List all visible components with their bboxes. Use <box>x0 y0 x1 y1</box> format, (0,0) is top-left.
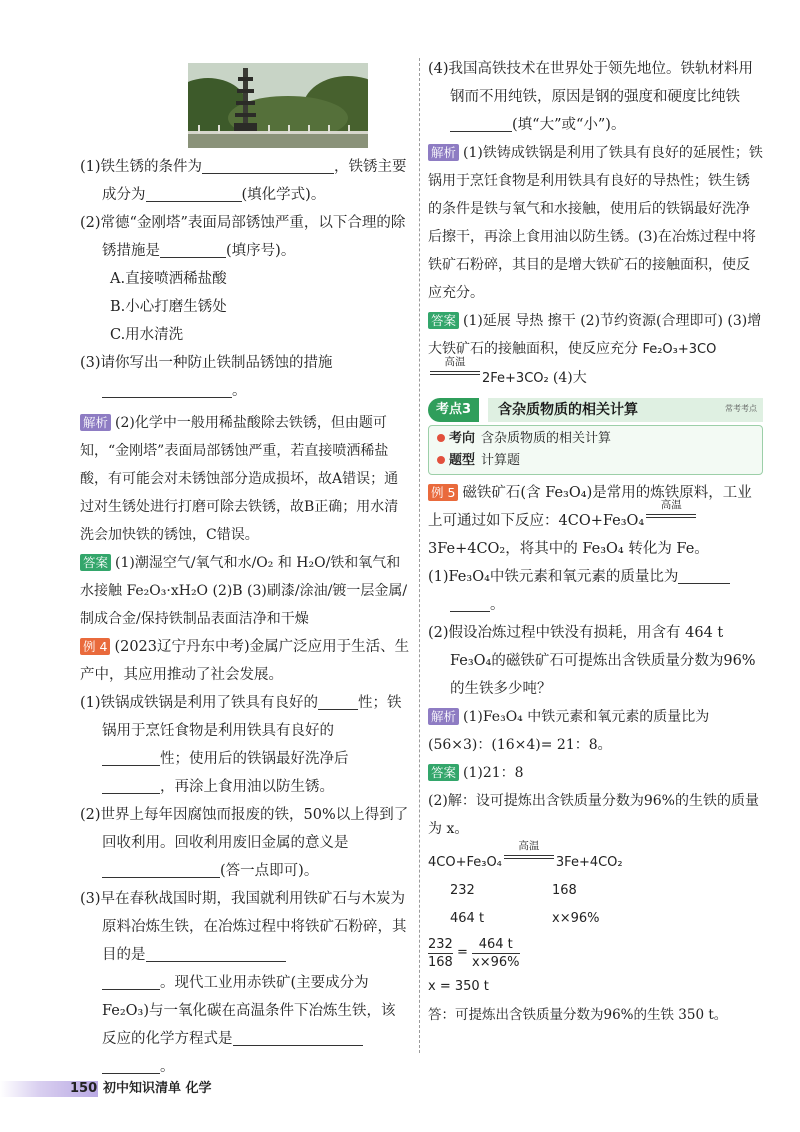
answer-blank <box>102 776 160 794</box>
result: x = 350 t <box>428 979 489 994</box>
final-answer: 答：可提炼出含铁质量分数为96%的生铁 350 t。 <box>428 1007 728 1023</box>
example-4: 例 4 (2023辽宁丹东中考)金属广泛应用于生活、生产中，其应用推动了社会发展。 <box>80 639 410 683</box>
book-title: 初中知识清单 化学 <box>103 1081 212 1096</box>
example-5-question-2: (2)假设冶炼过程中铁没有损耗，用含有 464 t Fe₃O₄的磁铁矿石可提炼出含铁质量分数为96%的生铁多少吨？ <box>428 625 756 697</box>
bullet-icon <box>437 456 445 464</box>
page-number: 150 <box>70 1081 98 1096</box>
answer-blank <box>146 184 242 202</box>
example-5-question-1: (1)Fe₃O₄中铁元素和氧元素的质量比为 。 <box>428 563 763 619</box>
answer-block: 答案 (1)潮湿空气/氧气和水/O₂ 和 H₂O/铁和氧气和水接触 Fe₂O₃·xH₂O (2)B (3)刷漆/涂油/镀一层金属/制成合金/保持铁制品表面洁净和干燥 <box>80 555 408 627</box>
answer-blank <box>160 240 226 258</box>
section-info-box <box>428 425 763 475</box>
example-tag: 例 4 <box>80 638 110 655</box>
analysis-tag: 解析 <box>428 708 459 725</box>
answer-tag: 答案 <box>80 554 111 571</box>
answer-blank <box>102 860 220 878</box>
mass-row: 464 t x×96% <box>450 911 600 926</box>
answer-blank <box>102 380 232 398</box>
example-5: 例 5 磁铁矿石(含 Fe₃O₄)是常用的炼铁原料，工业上可通过如下反应：4CO+Fe₃O₄ 高温 3Fe+4CO₂，将其中的 Fe₃O₄ 转化为 Fe。 <box>428 485 752 557</box>
example-4-question-4: (4)我国高铁技术在世界处于领先地位。铁轨材料用钢而不用纯铁，原因是钢的强度和硬度比纯铁(填“大”或“小”)。 <box>428 61 754 133</box>
answer-blank <box>146 944 286 962</box>
reaction-arrow: 高温 <box>430 368 480 382</box>
column-divider <box>419 58 420 1053</box>
page-footer <box>0 1079 220 1099</box>
answer-blank <box>450 114 512 132</box>
section-title: 含杂质物质的相关计算 <box>488 398 763 422</box>
molar-mass-row: 232 168 <box>450 883 577 898</box>
left-column <box>80 55 410 1081</box>
answer-blank <box>102 1056 160 1074</box>
bullet-icon <box>437 434 445 442</box>
equation: Fe₂O₃+3CO 高温 2Fe+3CO₂ <box>428 342 716 386</box>
solution-equation: 4CO+Fe₃O₄ 高温 3Fe+4CO₂ <box>428 840 623 870</box>
answer-blank <box>318 692 358 710</box>
answer-tag: 答案 <box>428 312 459 329</box>
option-b: B.小心打磨生锈处 <box>110 299 227 315</box>
answer-blank <box>102 972 160 990</box>
answer-blank <box>202 156 334 174</box>
answer-block: 答案 (1)延展 导热 擦干 (2)节约资源(合理即可) (3)增大铁矿石的接触面积，使反应充分 Fe₂O₃+3CO 高温 2Fe+3CO₂ (4)大 <box>428 313 762 386</box>
analysis-tag: 解析 <box>428 144 459 161</box>
answer-tag: 答案 <box>428 764 459 781</box>
example-tag: 例 5 <box>428 484 458 501</box>
pagoda-illustration <box>188 63 368 148</box>
answer-blank <box>450 594 490 612</box>
reaction-arrow: 高温 <box>504 852 554 866</box>
fraction-right: $\frac{464 t}{x\times 96\%}$ <box>472 936 520 970</box>
answer-blank <box>678 566 730 584</box>
example-4-question-3: (3)早在春秋战国时期，我国就利用铁矿石与木炭为原料冶炼生铁，在冶炼过程中将铁矿石粉碎，其目的是 。现代工业用赤铁矿(主要成分为 Fe₂O₃)与一氧化碳在高温条件下冶炼生铁，该反应的化学方程式是 。 <box>80 891 407 1075</box>
kaoxiang-row: 考向 含杂质物质的相关计算 <box>437 428 754 450</box>
question-1: (1)铁生锈的条件为 ，铁锈主要成分为 (填化学式)。 <box>80 153 410 209</box>
section-header <box>428 397 763 423</box>
analysis-block: 解析 (2)化学中一般用稀盐酸除去铁锈，但由题可知，“金刚塔”表面局部锈蚀严重，若直接喷洒稀盐酸，有可能会对未锈蚀部分造成损坏，故A错误；通过对生锈处进行打磨可除去铁锈，故B正确；用水清洗会加快铁的锈蚀，C错误。 <box>80 415 399 543</box>
analysis-block: 解析 (1)Fe₃O₄ 中铁元素和氧元素的质量比为(56×3)：(16×4)= 21：8。 <box>428 709 710 753</box>
answer-blank <box>102 748 160 766</box>
answer-block: 答案 (1)21：8 <box>428 759 763 787</box>
example-4-question-2: (2)世界上每年因腐蚀而报废的铁，50%以上得到了回收利用。回收利用废旧金属的意义是(答一点即可)。 <box>80 807 409 879</box>
reaction-arrow: 高温 <box>646 511 696 525</box>
solution-intro: (2)解：设可提炼出含铁质量分数为96%的生铁的质量为 x。 <box>428 793 759 837</box>
example-4-question-1: (1)铁锅成铁锅是利用了铁具有良好的 性；铁锅用于烹饪食物是利用铁具有良好的 性；使用后的铁锅最好洗净后 ，再涂上食用油以防生锈。 <box>80 689 410 801</box>
fraction-left: $\frac{232}{168}$ <box>428 936 453 970</box>
section-badge: 考点3 <box>428 398 479 422</box>
question-2: (2)常德“金刚塔”表面局部锈蚀严重，以下合理的除锈措施是 (填序号)。 <box>80 215 406 259</box>
option-c: C.用水清洗 <box>110 327 184 343</box>
right-column <box>428 55 763 1029</box>
answer-blank <box>233 1028 363 1046</box>
proportion: $\frac{232}{168}$ = $\frac{464 t}{x\times 96\%}$ <box>428 936 520 970</box>
question-3: (3)请你写出一种防止铁制品锈蚀的措施 。 <box>80 355 333 399</box>
analysis-tag: 解析 <box>80 414 111 431</box>
section-note: 常考考点 <box>725 404 757 413</box>
pagoda-photo <box>188 63 368 148</box>
analysis-block: 解析 (1)铁铸成铁锅是利用了铁具有良好的延展性；铁锅用于烹饪食物是利用铁具有良好的导热性；铁生锈的条件是铁与氧气和水接触，使用后的铁锅最好洗净后擦干，再涂上食用油以防生锈。(3)在冶炼过程中将铁矿石粉碎，其目的是增大铁矿石的接触面积，使反应充分。 <box>428 145 763 301</box>
option-a: A.直接喷洒稀盐酸 <box>110 271 227 287</box>
tixing-row: 题型 计算题 <box>437 450 754 472</box>
